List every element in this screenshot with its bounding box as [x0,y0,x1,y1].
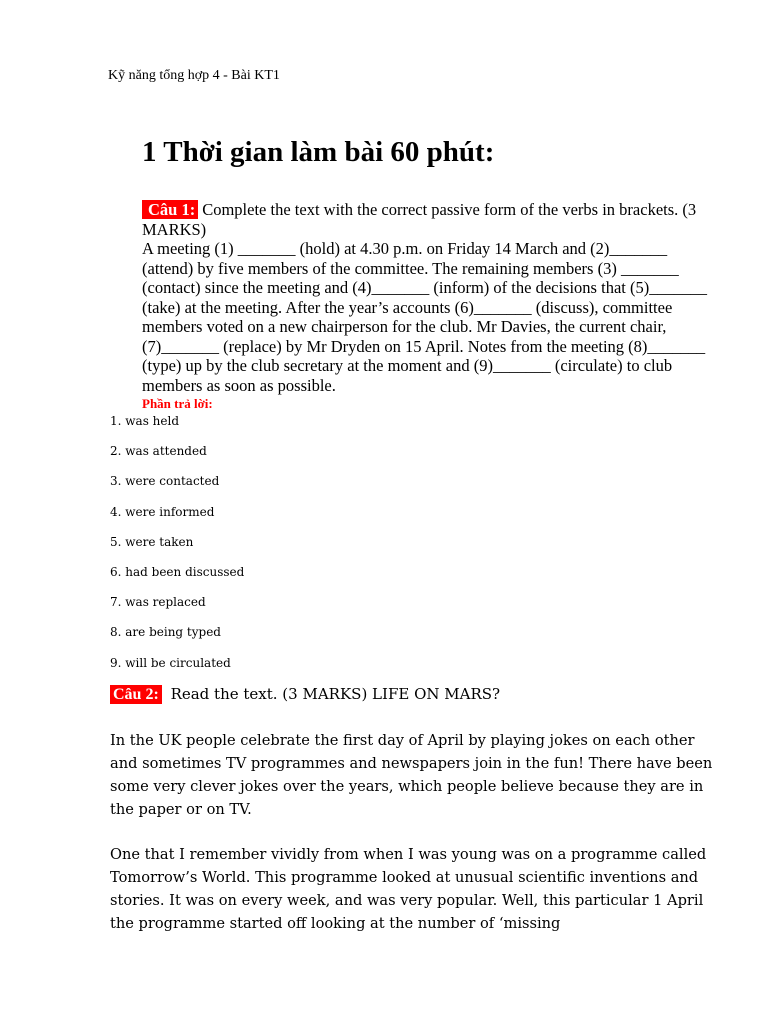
answer-item: 7. was replaced [110,595,206,610]
reading-paragraph-1: In the UK people celebrate the first day of April by playing jokes on each other and sometimes TV programmes and newspapers join in the fun! There have been some very clever jokes over the years, which people believe because they are in the paper or on TV. [110,732,713,818]
page-title: 1 Thời gian làm bài 60 phút: [142,136,495,168]
answer-item: 5. were taken [110,534,194,549]
question-1-label: Câu 1: [142,200,198,219]
question-2 [110,685,500,704]
answer-item: 8. are being typed [110,625,221,640]
question-1-instruction: Complete the text with the correct passive form of the verbs in brackets. (3 MARKS) [142,200,697,239]
answer-item: 1. was held [110,414,180,428]
answer-item: 9. will be circulated [110,655,231,670]
answer-list [110,413,244,685]
question-1-passage: A meeting (1) _______ (hold) at 4.30 p.m. on Friday 14 March and (2)_______ (attend) by five members of the committee. The remaining members (3) _______ (contact) since the meeting and (4)_______ (inform) of the decisions that (5)_______ (take) at the meeting. After the year’s accounts (6)_______ (discuss), committee members voted on a new chairperson for the club. Mr Davies, the current chair, (7)_______ (replace) by Mr Dryden on 15 April. Notes from the meeting (8)_______ (type) up by the club secretary at the moment and (9)_______ (circulate) to club members as soon as possible. [142,239,707,395]
answers-heading: Phần trả lời: [142,396,213,411]
question-1 [142,200,712,395]
answer-item: 6. had been discussed [110,564,245,579]
answer-item: 2. was attended [110,444,207,459]
document-header: Kỹ năng tổng hợp 4 - Bài KT1 [108,68,280,83]
answer-item: 3. were contacted [110,474,220,489]
question-2-label: Câu 2: [110,685,162,704]
question-2-instruction: Read the text. (3 MARKS) LIFE ON MARS? [170,685,501,703]
answer-item: 4. were informed [110,504,215,519]
reading-paragraph-2: One that I remember vividly from when I was young was on a programme called Tomorrow’s World. This programme looked at unusual scientific inventions and stories. It was on every week, and was very popular. Well, this particular 1 April the programme started off looking at the number of ‘missing [110,846,707,932]
